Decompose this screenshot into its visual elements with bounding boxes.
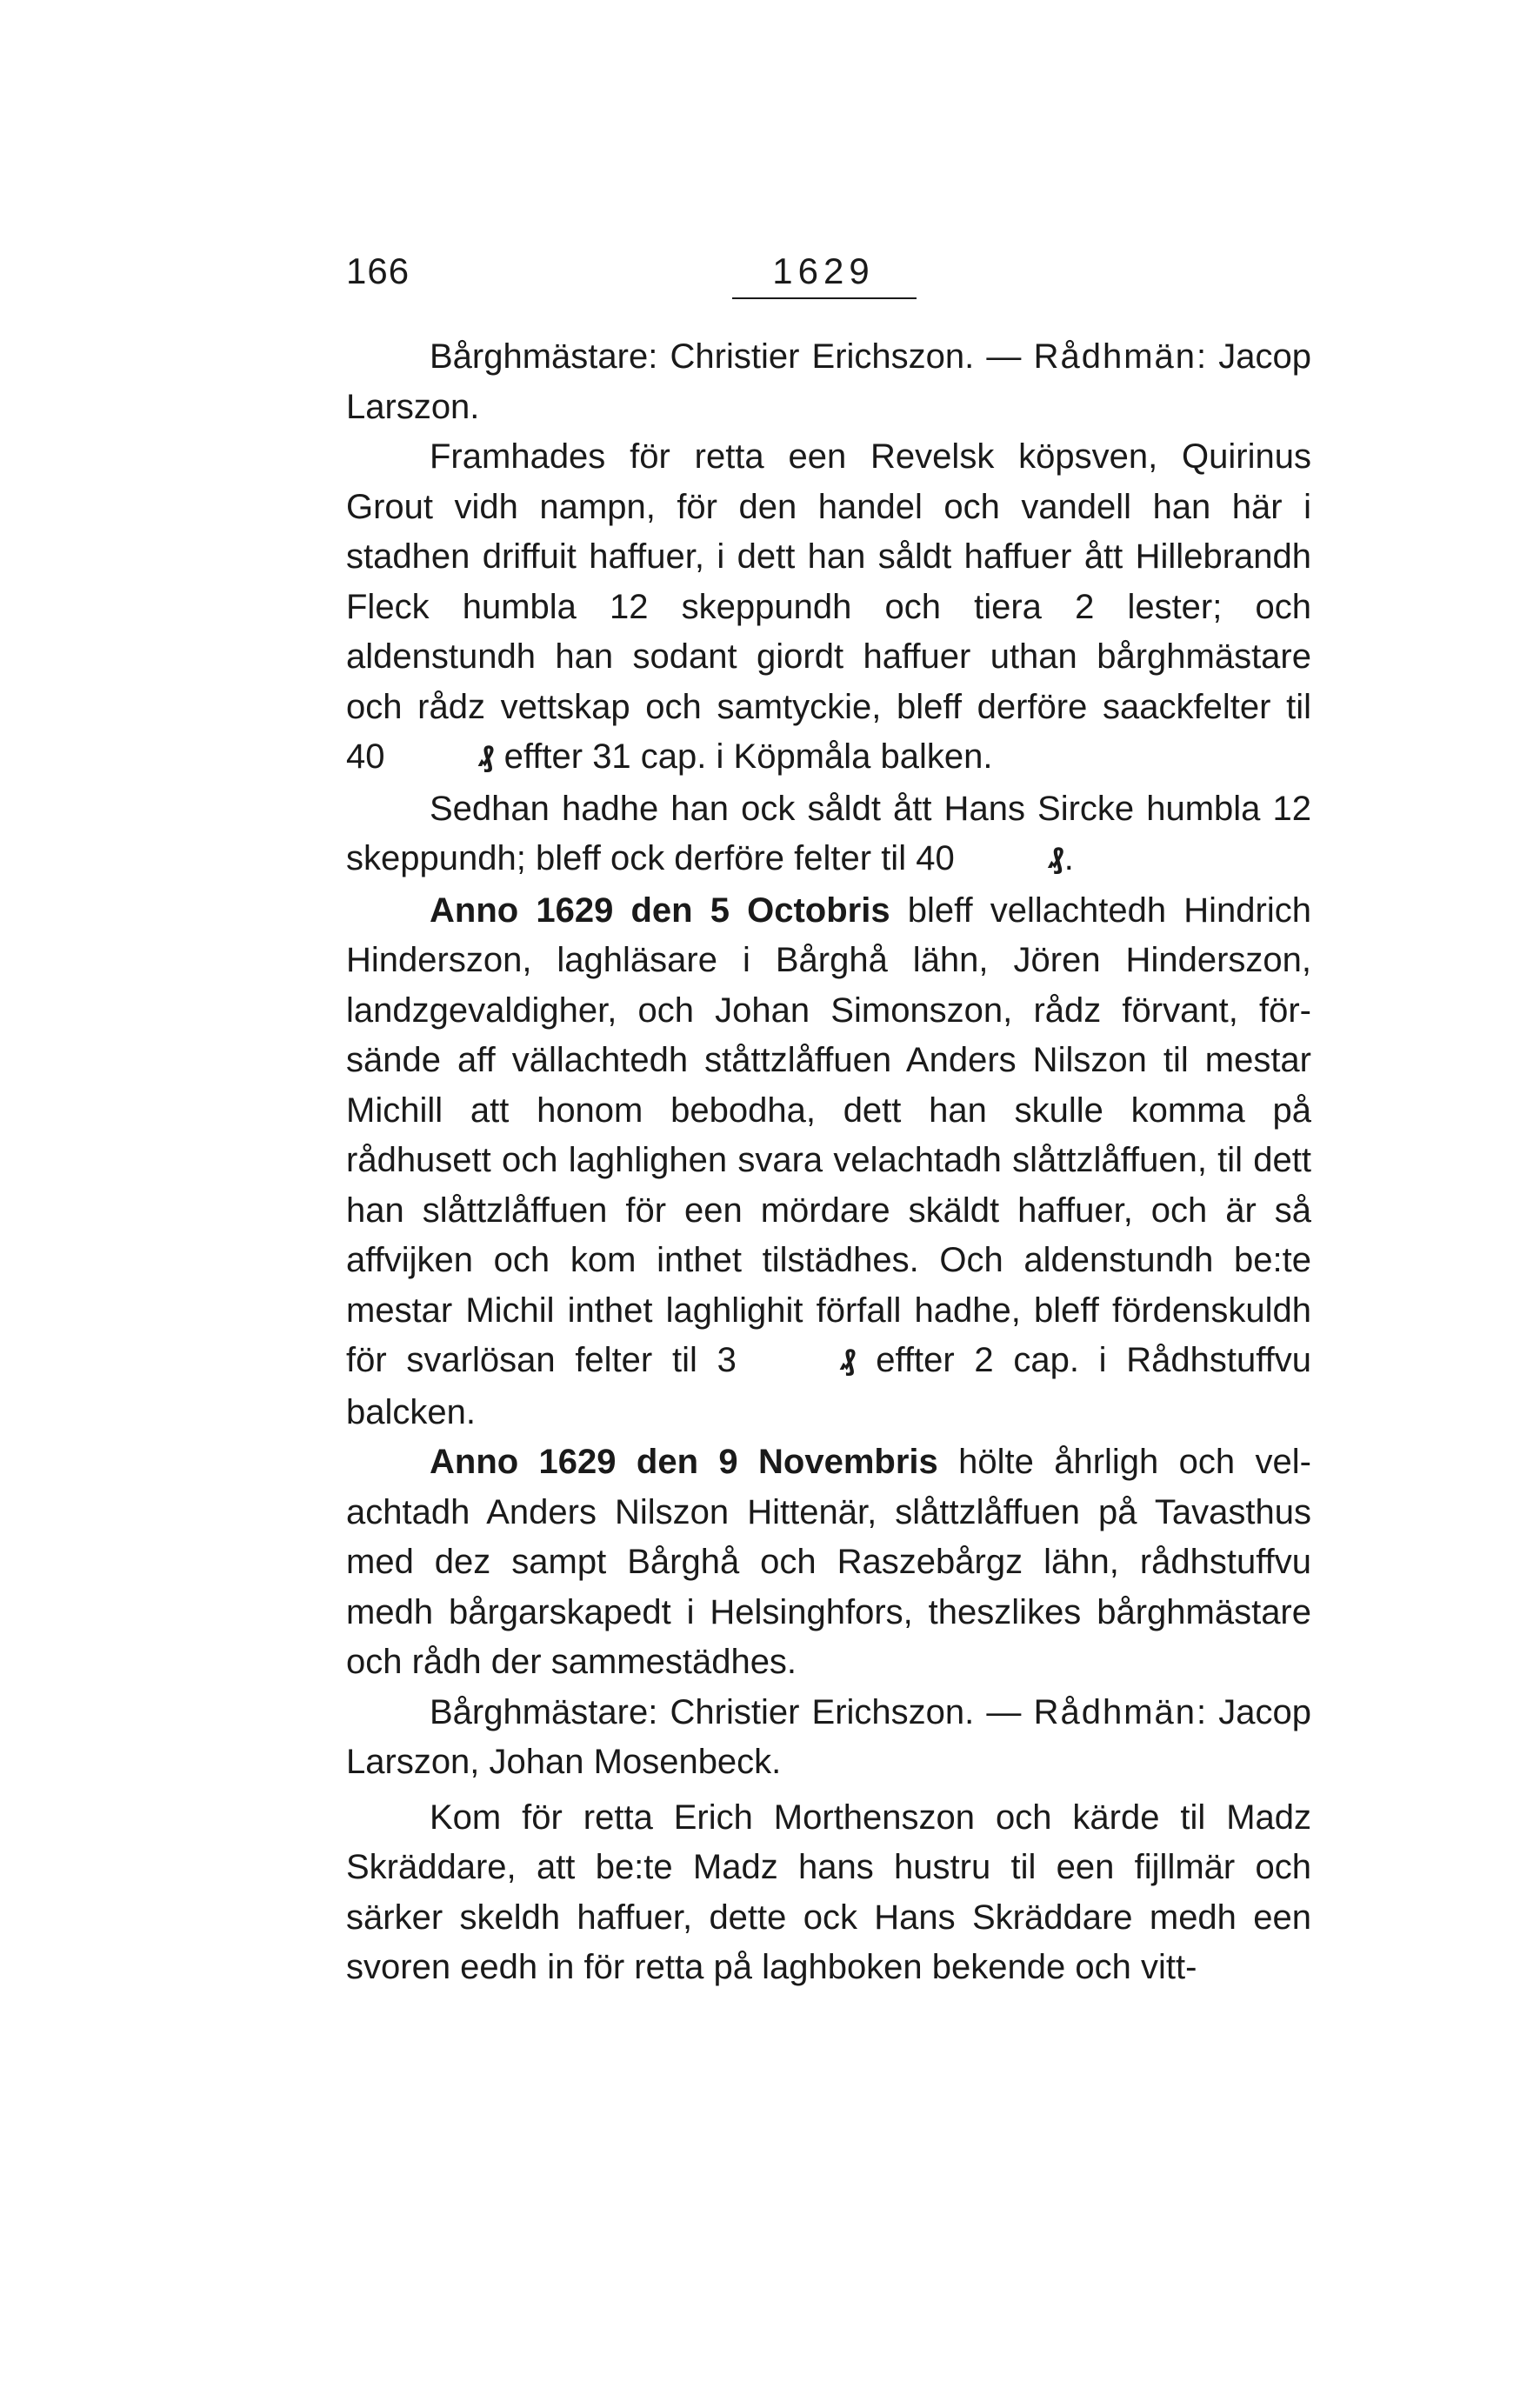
paragraph-officials-2	[346, 1688, 1311, 1788]
text-segment: hölte åhrligh och velachtadh Anders Nilszon Hittenär, slåttzlåffuen på Tavasthus med dez sampt Bårghå och Raszebårgz lähn, rådhstuffvu medh bårgarskapedt i Helsinghfors, theszlikes bårghmästare och rådh der sammestädhes.	[346, 1443, 1311, 1681]
text-segment: Kom för retta Erich Morthenszon och kärde til Madz Skräddare, att be:te Madz hans hustru til een fijllmär och särker skeldh haffuer, dette ock Hans Skräddare medh een svoren eedh in för retta på laghboken bekende och vitt-	[346, 1798, 1311, 1986]
paragraph-quirinus-case	[346, 432, 1311, 784]
text-segment: effter 2 cap. i Rådhstuffvu balcken.	[346, 1341, 1312, 1431]
text-segment: .	[1063, 839, 1074, 877]
body-text	[346, 332, 1311, 1993]
entry-date-heading: Anno 1629 den 9 Novembris	[430, 1443, 938, 1481]
paragraph-erich-morthenszon	[346, 1793, 1311, 1993]
mark-currency-icon: ₰	[477, 740, 495, 773]
mark-currency-icon: ₰	[1047, 842, 1064, 875]
text-segment: Rådhmän	[1033, 1692, 1197, 1731]
text-segment: effter 31 cap. i Köpmåla balken.	[494, 737, 993, 776]
page-number: 166	[346, 250, 410, 291]
text-segment: Bårghmästare: Christier Erichszon. —	[430, 1692, 1034, 1731]
text-segment: : Jacop Larszon, Johan Mosenbeck.	[346, 1692, 1311, 1781]
paragraph-november-entry	[346, 1437, 1311, 1688]
text-segment: bleff vellachtedh Hindrich Hinderszon, laghläsare i Bårghå lähn, Jören Hinderszon, landzgevaldigher, och Johan Simonszon, rådz förvant, försände aff vällachtedh ståttzlåffuen Anders Nilszon til mestar Michill att honom bebodha, dett han skulle komma på rådhusett och laghlighen svara velachtadh slåttzlåffuen, til dett han slåttzlåffuen för een mördare skäldt haffuer, och är så affvijken och kom inthet tilstädhes. Och aldenstundh be:te mestar Michil inthet laghlighit förfall hadhe, bleff fördenskuldh för svarlösan felter til 3	[346, 890, 1311, 1379]
text-segment: Bårghmästare: Christier Erichszon. —	[430, 337, 1034, 376]
entry-date-heading: Anno 1629 den 5 Octobris	[430, 890, 890, 930]
paragraph-hans-sircke	[346, 784, 1311, 886]
text-segment: : Jacop Larszon.	[346, 337, 1311, 426]
text-segment: Framhades för retta een Revelsk köpsven, Quirinus Grout vidh nampn, för den handel och vandell han här i stadhen driffuit haffuer, i dett han såldt haffuer ått Hillebrandh Fleck humbla 12 skeppundh och tiera 2 lester; och aldenstundh han sodant giordt haffuer uthan bårghmästare och rådz vettskap och samtyckie, bleff derföre saackfelter til 40	[346, 437, 1311, 776]
mark-currency-icon: ₰	[839, 1344, 857, 1377]
paragraph-october-entry	[346, 886, 1311, 1438]
text-segment: Sedhan hadhe han ock såldt ått Hans Sircke humbla 12 skeppundh; bleff ock derföre felter til 40	[346, 789, 1311, 877]
text-segment: Rådhmän	[1033, 337, 1197, 376]
page-year-heading: 1629	[772, 250, 875, 291]
year-underline	[732, 297, 917, 299]
paragraph-officials-1	[346, 332, 1311, 432]
